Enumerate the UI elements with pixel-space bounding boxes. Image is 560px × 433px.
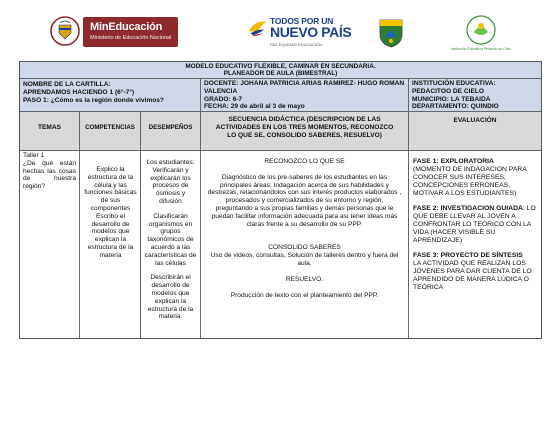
desempenos-cell (142, 159, 199, 321)
seq-title-3: RESUELVO. (285, 275, 324, 283)
municipio-text: MUNICIPIO: LA TEBAIDA (412, 95, 491, 103)
cartilla-value: APRENDAMOS HACIENDO 1 (6°-7°) (23, 88, 135, 96)
seq-text-3: Producción de texto con el planteamiento del PPP. (230, 291, 379, 299)
cartilla-cell (20, 79, 200, 111)
secuencia-cell (203, 158, 406, 299)
evaluacion-cell (411, 158, 540, 292)
cartilla-label: NOMBRE DE LA CARTILLA: (23, 81, 111, 88)
fase2-title: FASE 2: INVESTIGACION GUIADA (413, 205, 523, 212)
seq-text-1: Diagnóstico de los pre-saberes de los estudiantes en las principales áreas; Indagación acerca de sus habilidades y destrezas, relacionándolos con sus interés productos elaborados , procesados y comercializados de su entorno y región, preguntando a sus propias familias y demás personas que le puedan facilitar información adecuada para así tener ideas más claras frente a su desarrollo de su PPP. (207, 173, 402, 228)
divider (408, 79, 409, 338)
col-header-secuencia-label: SECUENCIA DIDÁCTICA (DESCRIPCION DE LAS ACTIVIDADES EN LOS TRES MOMENTOS, RECONOZCO LO QUE SE, CONSOLIDO SABERES, RESUELVO) (215, 116, 394, 139)
seq-title-1: RECONOZCO LO QUE SE (264, 158, 345, 165)
temas-line2: ¿De qué están hechas las cosas de nuestra región? (23, 159, 76, 191)
mineducacion-sub: Ministerio de Educación Nacional (90, 35, 172, 41)
col-header-desempenos-label: DESEMPEÑOS (148, 124, 193, 131)
institution-emblem-icon (450, 12, 512, 52)
divider (140, 112, 141, 338)
temas-cell (20, 152, 79, 191)
mineducacion-name: MinEducación (90, 21, 163, 33)
title-line2: PLANEADOR DE AULA (BIMESTRAL) (223, 70, 338, 77)
todos-line2: NUEVO PAÍS (270, 24, 352, 40)
desempenos-text-2: Clasificarán organismos en grupos taxonómicos de acuerdo a las características de las células (144, 212, 197, 267)
col-header-evaluacion (409, 112, 541, 150)
todos-por-un-nuevo-pais-logo (247, 15, 352, 49)
col-header-desempenos (141, 112, 200, 150)
desempenos-text-1: Los estudiantes: Verificarán y explicarán los procesos de ósmosis y difusión (146, 159, 195, 205)
col-header-temas (20, 112, 79, 150)
table-title (20, 62, 541, 78)
institucion-label: INSTITUCIÓN EDUCATIVA: (412, 80, 496, 87)
seq-title-2: CONSOLIDO SABERES (268, 244, 341, 252)
desempenos-text-3: Describirán el desarrollo de modelos que explican la estructura de la materia. (147, 274, 194, 321)
docente-cell (201, 79, 408, 111)
todos-line3: PAZ EQUIDAD EDUCACIÓN (270, 42, 322, 47)
institucion-value: PEDACITOO DE CIELO (412, 87, 485, 95)
colombia-coat-of-arms-icon (50, 16, 80, 46)
seq-text-2: Uso de videos, consultas, Solución de talleres dentro y fuera del aula. (210, 252, 399, 267)
col-header-competencias-label: COMPETENCIAS (85, 124, 135, 131)
fecha-text: FECHA: 29 de abril al 3 de mayo (204, 103, 305, 111)
mineducacion-logo (83, 17, 178, 47)
fase3-text: LA ACTIVIDAD QUE REALIZAN LOS JÓVENES PARA DAR CUENTA DE LO APRENDIDO DE MANERA LÚDICA O TEÓRICA (413, 260, 532, 291)
col-header-temas-label: TEMAS (37, 124, 62, 131)
divider (20, 150, 541, 151)
competencias-text: Explico la estructura de la célula y las funciones básicas de sus componentes Escribo el desarrollo de modelos que explican la estructura de la materia (84, 166, 137, 259)
fase1-title: FASE 1: EXPLORATORIA (413, 158, 494, 165)
competencias-cell (83, 166, 138, 260)
divider (79, 112, 80, 338)
grado-text: GRADO: 6-7 (204, 95, 243, 103)
institucion-cell (409, 79, 541, 111)
temas-line1: Taller 1 (23, 152, 45, 159)
paso-text: PASO 1: ¿Cómo es la región donde vivimos? (23, 96, 164, 104)
todos-line1: TODOS POR UN (270, 16, 334, 26)
emblem-text: Institución Educativa Pedacito de Cielo (450, 47, 512, 51)
docente-text: DOCENTE: JOHANA PATRICIA ARIAS RAMIREZ- HUGO ROMAN VALENCIA (204, 80, 405, 95)
quindio-shield-icon (377, 17, 405, 49)
fase2-text: : LO QUE DEBE LLEVAR AL JOVEN A CONFRONTAR LO TEÓRICO CON LA VIDA (HACER VISIBLE SU APRENDIZAJE) (413, 205, 536, 244)
col-header-competencias (80, 112, 140, 150)
departamento-text: DEPARTAMENTO: QUINDIO (412, 103, 499, 111)
fase3-title: FASE 3: PROYECTO DE SÍNTESIS (413, 252, 523, 259)
divider (200, 79, 201, 338)
logo-bar (0, 0, 560, 60)
planner-table (19, 61, 542, 339)
fase1-text: (MOMENTO DE INDAGACION PARA CONOCER SUS INTERESES, CONCEPCIONES ERRONEAS, MOTIVAR A LOS ESTUDIANTES) (413, 166, 527, 197)
col-header-secuencia (201, 112, 408, 150)
dove-icon (247, 18, 268, 39)
col-header-evaluacion-label: EVALUACIÓN (453, 117, 497, 124)
title-line1: MODELO EDUCATIVO FLEXIBLE, CAMINAR EN SECUNDARIA. (185, 63, 376, 70)
